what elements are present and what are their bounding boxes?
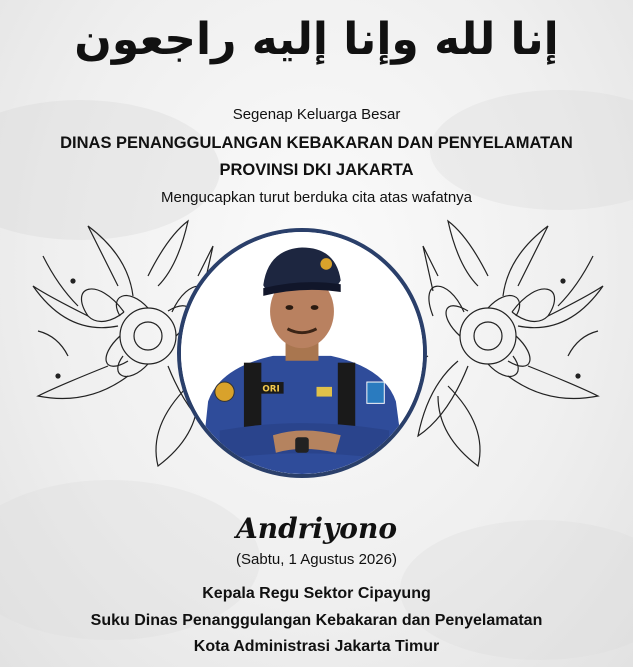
floral-right-icon	[412, 221, 603, 466]
uniform-patch-text: ORI	[262, 384, 280, 395]
deceased-name: Andriyono	[235, 512, 398, 545]
date-line: (Sabtu, 1 Agustus 2026)	[236, 551, 397, 568]
org-line-1: DINAS PENANGGULANGAN KEBAKARAN DAN PENYELAMATAN	[60, 134, 573, 152]
arabic-verse: إنا لله وإنا إليه راجعون	[74, 14, 559, 65]
portrait-photo	[181, 232, 423, 474]
city-line: Kota Administrasi Jakarta Timur	[193, 638, 440, 655]
role-line: Kepala Regu Sektor Cipayung	[202, 585, 431, 602]
org-line-2: PROVINSI DKI JAKARTA	[219, 161, 414, 179]
unit-line: Suku Dinas Penanggulangan Kebakaran dan Penyelamatan	[90, 612, 543, 629]
condolence-line: Mengucapkan turut berduka cita atas wafatnya	[160, 189, 473, 206]
portrait-frame	[177, 228, 427, 478]
family-line: Segenap Keluarga Besar	[232, 106, 401, 123]
